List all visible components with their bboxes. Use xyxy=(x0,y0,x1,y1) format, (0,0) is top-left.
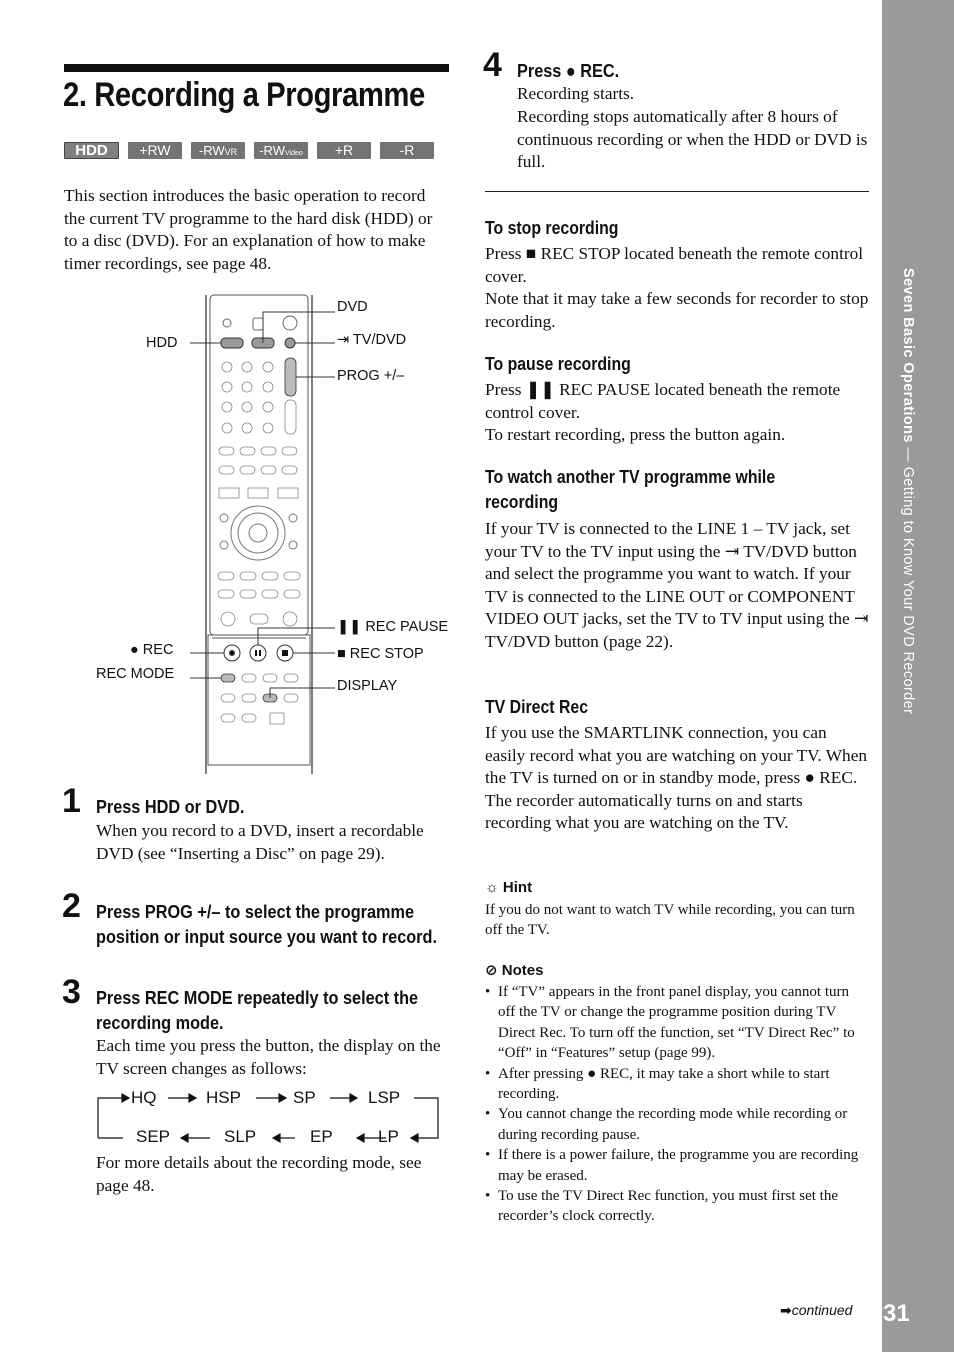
label-rec-mode: REC MODE xyxy=(96,666,175,682)
page-number: 31 xyxy=(883,1300,910,1327)
stop-body: Press ■ REC STOP located beneath the remote control cover. xyxy=(485,244,864,286)
label-tv-dvd-text: TV/DVD xyxy=(352,332,407,348)
step-4-title: Press ● REC. xyxy=(517,60,620,81)
label-rec-stop xyxy=(337,646,424,662)
watch-heading-line-2: recording xyxy=(485,492,559,512)
title-rule xyxy=(64,64,449,72)
notes-list xyxy=(485,982,869,1227)
badge-rw-vr: -RWVR xyxy=(191,142,245,159)
page-title: 2. Recording a Programme xyxy=(63,76,425,114)
chapter-side-tab xyxy=(882,0,954,1352)
notes-icon: ⊘ xyxy=(485,962,502,979)
mode-hq: HQ xyxy=(131,1088,157,1107)
input-select-icon: ⇥ xyxy=(337,332,353,348)
label-prog: PROG +/– xyxy=(337,368,405,384)
stop-note: Note that it may take a few seconds for recorder to stop recording. xyxy=(485,289,869,331)
remote-control-illustration xyxy=(90,290,460,778)
label-dvd: DVD xyxy=(337,299,368,315)
continued-marker xyxy=(780,1302,852,1319)
hint-label: Hint xyxy=(502,879,533,896)
continued-text: continued xyxy=(791,1302,853,1318)
label-rec-pause-text: REC PAUSE xyxy=(365,619,449,635)
note-item: • You cannot change the recording mode while recording or during recording pause. xyxy=(485,1104,869,1145)
chapter-side-label xyxy=(896,268,916,748)
step-1-number: 1 xyxy=(62,782,81,820)
intro-paragraph: This section introduces the basic operation to record the current TV programme to the hard disk (HDD) or to a disc (DVD). For an explanation of how to make timer recordings, see page 48. xyxy=(64,186,433,273)
label-hdd: HDD xyxy=(146,335,178,351)
hint-body: If you do not want to watch TV while recording, you can turn off the TV. xyxy=(485,902,855,939)
step-1-title: Press HDD or DVD. xyxy=(96,796,245,817)
badge-hdd: HDD xyxy=(64,142,119,159)
label-tv-dvd xyxy=(337,332,406,348)
mode-slp: SLP xyxy=(224,1127,257,1146)
pause-heading: To pause recording xyxy=(485,354,631,374)
watch-body: If your TV is connected to the LINE 1 – TV jack, set your TV to the TV input using the ⇥ TV/DVD button and select the programme you want to watch. If your TV is connected to the LINE OUT or COMPONENT VIDEO OUT jacks, set the TV to TV input using the ⇥ TV/DVD button (page 22). xyxy=(485,519,869,651)
badge-rw-video: -RWVideo xyxy=(254,142,308,159)
mode-ep: EP xyxy=(310,1127,333,1146)
section-divider xyxy=(485,191,869,192)
mode-lp: LP xyxy=(378,1127,399,1146)
notes-label: Notes xyxy=(501,962,544,979)
hint-header xyxy=(485,879,532,896)
label-rec-pause xyxy=(337,619,448,635)
notes-header xyxy=(485,961,543,979)
pause-body: Press ❚❚ REC PAUSE located beneath the remote control cover. xyxy=(485,380,841,422)
step-4-number: 4 xyxy=(483,46,502,84)
step-3-number: 3 xyxy=(62,973,81,1011)
badge-plus-r: +R xyxy=(317,142,371,159)
note-item: • If “TV” appears in the front panel display, you cannot turn off the TV or change the programme position during TV Direct Rec. To turn off the function, set “TV Direct Rec” to “Off” in “Features” setup (page 99). xyxy=(485,982,869,1064)
mode-lsp: LSP xyxy=(368,1088,401,1107)
note-item: • After pressing ● REC, it may take a short while to start recording. xyxy=(485,1064,869,1105)
stop-icon: ■ xyxy=(337,646,350,662)
side-label-bold: Seven Basic Operations xyxy=(900,268,916,443)
stop-heading: To stop recording xyxy=(485,218,619,238)
mode-sp: SP xyxy=(293,1088,316,1107)
step-2-number: 2 xyxy=(62,887,81,925)
step-3-title: Press REC MODE repeatedly to select the recording mode. xyxy=(96,987,419,1033)
pause-note: To restart recording, press the button again. xyxy=(485,425,786,444)
mode-sep: SEP xyxy=(136,1127,171,1146)
pause-icon: ❚❚ xyxy=(337,619,366,635)
record-icon: ● xyxy=(130,642,143,658)
disc-type-badges xyxy=(64,142,434,159)
note-item: • To use the TV Direct Rec function, you must first set the recorder’s clock correctly. xyxy=(485,1186,869,1227)
direct-rec-body: If you use the SMARTLINK connection, you can easily record what you are watching on your TV. When the TV is turned on or in standby mode, press ● REC. The recorder automatically turns on and starts recording what you are watching on the TV. xyxy=(485,723,868,833)
label-rec xyxy=(130,642,173,658)
label-display: DISPLAY xyxy=(337,678,398,694)
step-3-body: Each time you press the button, the display on the TV screen changes as follows: xyxy=(96,1036,441,1078)
lightbulb-icon: ☼ xyxy=(485,879,503,896)
watch-heading-line-1: To watch another TV programme while xyxy=(485,467,776,487)
label-rec-stop-text: REC STOP xyxy=(349,646,424,662)
side-label-rest: — Getting to Know Your DVD Recorder xyxy=(900,442,916,715)
step-4-body-1: Recording starts. xyxy=(517,84,635,103)
mode-hsp: HSP xyxy=(206,1088,241,1107)
step-2-title: Press PROG +/– to select the programme position or input source you want to record. xyxy=(96,901,437,947)
arrow-right-icon: ➡ xyxy=(780,1302,792,1318)
step-3-after: For more details about the recording mode, see page 48. xyxy=(96,1153,422,1195)
badge-plus-rw: +RW xyxy=(128,142,182,159)
step-4-body-2: Recording stops automatically after 8 hours of continuous recording or when the HDD or DVD is full. xyxy=(517,107,868,172)
badge-minus-r: -R xyxy=(380,142,434,159)
step-1-body: When you record to a DVD, insert a recordable DVD (see “Inserting a Disc” on page 29). xyxy=(96,821,424,863)
direct-rec-heading: TV Direct Rec xyxy=(485,697,589,717)
note-item: • If there is a power failure, the programme you are recording may be erased. xyxy=(485,1145,869,1186)
label-rec-text: REC xyxy=(142,642,174,658)
